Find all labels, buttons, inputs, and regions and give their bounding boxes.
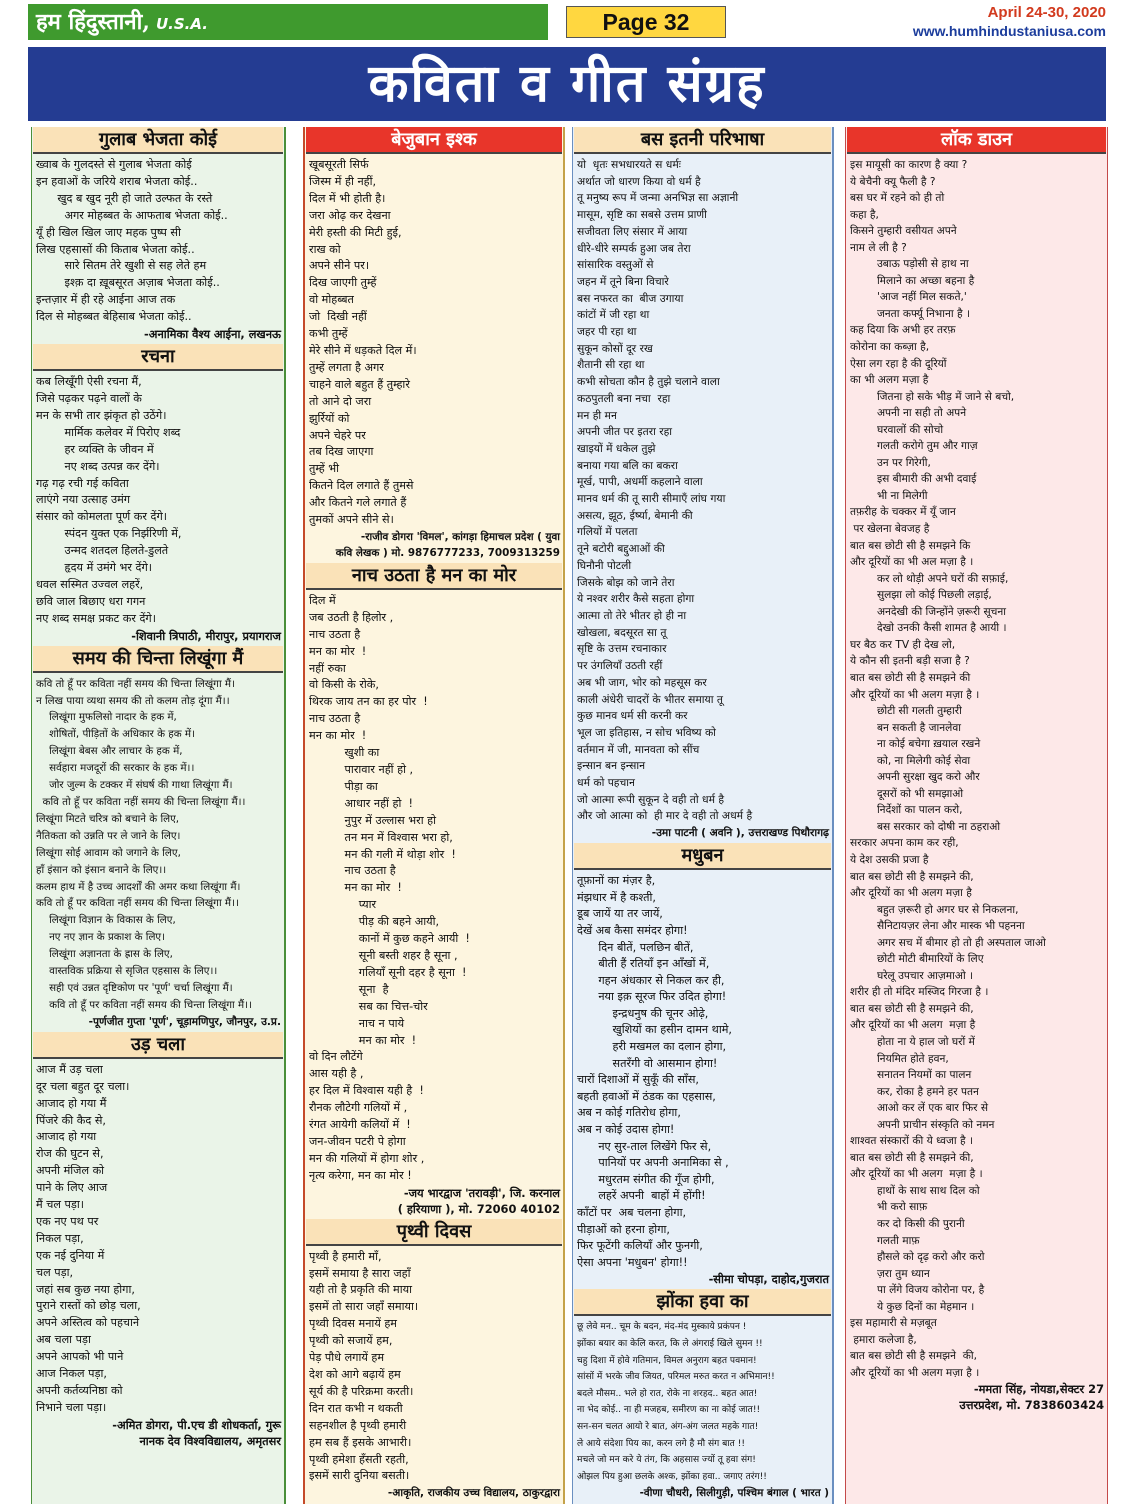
brand-bar — [28, 4, 548, 40]
column-1 — [31, 127, 286, 1504]
poem-title: उड़ चला — [33, 1032, 283, 1059]
poem-credit: -अनामिका वैश्य आईना, लखनऊ — [144, 327, 281, 342]
poem-credit: -पूर्णजीत गुप्ता 'पूर्ण', चूड़ामणिपुर, जौनपुर, उ.प्र. — [88, 1015, 281, 1028]
poem-title: पृथ्वी दिवस — [306, 1219, 562, 1246]
poem-credit: -वीणा चौधरी, सिलीगुड़ी, पश्चिम बंगाल ( भारत ) — [639, 1487, 829, 1500]
section-banner: कविता व गीत संग्रह — [28, 47, 1106, 121]
poem-credit: -राजीव डोगरा 'विमल', कांगड़ा हिमाचल प्रदेश ( युवा कवि लेखक ) मो. 9876777233, 7009313259 — [335, 530, 560, 559]
poem-text: कब लिखूँगी ऐसी रचना मैं, जिसे पढ़कर पढ़ने वालों के मन के सभी तार झंकृत हो उठेंगे। मार्मिक कलेवर में पिरोए शब्द हर व्यक्ति के जीवन में नए शब्द उत्पन्न कर देंगे। गढ़ गढ़ रची गई कविता लाएंगे नया उत्साह उमंग संसार को कोमलता पूर्ण कर देंगे। स्पंदन युक्त एक निर्झरिणी में, उन्मद शतदल हिलते-डुलते हृदय में उमंगे भर देंगे। धवल सस्मित उज्वल लहरें, छवि जाल बिछाए धरा गगन नए शब्द समक्ष प्रकट कर देंगे। — [36, 375, 182, 625]
poem-title: बस इतनी परिभाषा — [574, 127, 831, 154]
poem-text: छू लेवे मन.. चूम के बदन, मंद-मंद मुस्काये प्रकंपन ! झोंका बयार का केलि करत, कि ले अंगराई खिले सुमन !! चहु दिशा में होवे गतिमान, विमल अनुराग बहत पवमान! सांसों में भरके जीव जियत, परिमल मरुत करत न अभिमान!! बदले मौसम.. भले हो रात, रोके ना शरहद.. बहत आत! ना भेद कोई.. ना ही मजहब, समीरण का ना कोई जात!! सन-सन चलत आयो रे बात, अंग-अंग जलत महके गात! ले आये संदेशा पिय का, करन लगे है मौ संग बात !! मचले जो मन करे ये तंग, कि अहसास ज्यों तू हवा संग! ओझल पिय हुआ छलके अश्क, झोंका हवा.. जगाए तरंग!! — [577, 1322, 775, 1482]
column-3 — [572, 127, 834, 1504]
brand-suffix: U.S.A. — [155, 15, 208, 33]
poem-text: खूबसूरती सिर्फ जिस्म में ही नहीं, दिल में भी होती है। जरा ओढ़ कर देखना मेरी हस्ती की मिटी हुई, राख को अपने सीने पर। दिख जाएगी तुम्हें वो मोहब्बत जो दिखी नहीं कभी तुम्हें मेरे सीने में धड़कते दिल में। तुम्हें लगता है अगर चाहने वाले बहुत हैं तुम्हारे तो आने दो जरा झुर्रियों को अपने चेहरे पर तब दिख जाएगा तुम्हें भी कितने दिल लगाते हैं तुमसे और कितने गले लगाते हैं तुमकों अपने सीने से। — [309, 158, 417, 527]
poem-title: लॉक डाउन — [847, 127, 1106, 154]
poem-text: कवि तो हूँ पर कविता नहीं समय की चिन्ता लिखूंगा मैं। न लिख पाया व्यथा समय की तो कलम तोड़ दूंगा मैं।। लिखूंगा मुफलिसो नादार के हक में, शोषितों, पीड़ितों के अधिकार के हक में। लिखूंगा बेबस और लाचार के हक में, सर्वहारा मजदूरों की सरकार के हक में।। जोर जुल्म के टक्कर में संघर्ष की गाथा लिखूंगा मैं। कवि तो हूँ पर कविता नहीं समय की चिन्ता लिखूंगा मैं।। लिखूंगा मिटते चरित्र को बचाने के लिए, नैतिकता को उन्नति पर ले जाने के लिए। लिखूंगा सोई आवाम को जगाने के लिए, हाँ इंसान को इंसान बनाने के लिए।। कलम हाथ में है उच्च आदर्शों की अमर कथा लिखूंगा मैं। कवि तो हूँ पर कविता नहीं समय की चिन्ता लिखूंगा मैं।। लिखूंगा विज्ञान के विकास के लिए, नए नए ज्ञान के प्रकाश के लिए। लिखूंगा अज्ञानता के ह्रास के लिए, वास्तविक प्रक्रिया से सृजित एहसास के लिए।। सही एवं उन्नत दृष्टिकोण पर 'पूर्ण' चर्चा लिखूंगा मैं। कवि तो हूँ पर कविता नहीं समय की चिन्ता लिखूंगा मैं।। — [36, 677, 252, 1011]
column-2 — [303, 127, 565, 1504]
poem-title: मधुबन — [574, 843, 831, 870]
poem-credit: -जय भारद्वाज 'तरावड़ी', जि. करनाल ( हरियाणा ), मो. 72060 40102 — [397, 1185, 560, 1216]
poem-title: झोंका हवा का — [574, 1289, 831, 1316]
column-4 — [845, 127, 1108, 1504]
poem-credit: -अमित डोगरा, पी.एच डी शोधकर्ता, गुरू नानक देव विश्वविद्यालय, अमृतसर — [112, 1417, 281, 1448]
poem-text: पृथ्वी है हमारी माँ, इसमें समाया है सारा जहाँ यही तो है प्रकृति की माया इसमें तो सारा जहाँ समाया। पृथ्वी दिवस मनायें हम पृथ्वी को सजायें हम, पेड़ पौधे लगायें हम देश को आगे बढ़ायें हम सूर्य की है परिक्रमा करती। दिन रात कभी न थकती सहनशील है पृथ्वी हमारी हम सब हैं इसके आभारी। पृथ्वी हमेशा हँसती रहती, इसमें सारी दुनिया बसती। — [309, 1249, 419, 1483]
page-number: Page 32 — [566, 6, 726, 38]
poem-title: समय की चिन्ता लिखूंगा मैं — [33, 646, 283, 673]
website-link[interactable]: www.humhindustaniusa.com — [912, 23, 1106, 39]
poem-title: रचना — [33, 344, 283, 371]
poem-credit: -उमा पाटनी ( अवनि ), उत्तराखण्ड पिथौरागढ़ — [651, 827, 829, 840]
issue-date: April 24-30, 2020 — [987, 4, 1106, 21]
poem-credit: -ममता सिंह, नोयडा,सेक्टर 27 उत्तरप्रदेश, मो. 7838603424 — [959, 1382, 1104, 1413]
poem-title: बेजुबान इश्क — [306, 127, 562, 154]
poem-text: आज मैं उड़ चला दूर चला बहुत दूर चला। आजाद हो गया मैं पिंजरे की कैद से, आजाद हो गया रोज की घुटन से, अपनी मंजिल को पाने के लिए आज मैं चल पड़ा। एक नए पथ पर निकल पड़ा, एक नई दुनिया में चल पड़ा, जहां सब कुछ नया होगा, पुराने रास्तों को छोड़ चला, अपने अस्तित्व को पहचाने अब चला पड़ा अपने आपको भी पाने आज निकल पड़ा, अपनी कर्तव्यनिष्ठा को निभाने चला पड़ा। — [36, 1062, 141, 1414]
poem-text: इस मायूसी का कारण है क्या ? ये बेचैनी क्यू फैली है ? बस घर में रहने को ही तो कहा है, किसने तुम्हारी वसीयत अपने नाम ले ली है ? उबाऊ पड़ोसी से हाथ ना मिलाने का अच्छा बहना है 'आज नहीं मिल सकते,' जनता कर्फ्यू निभाना है । कह दिया कि अभी हर तरफ़ कोरोना का कब्ज़ा है, ऐसा लग रहा है की दूरियों का भी अलग मज़ा है जितना हो सके भीड़ में जाने से बचो, अपनी ना सही तो अपने घरवालों की सोचो गलती करोगे तुम और गाज़ उन पर गिरेगी, इस बीमारी की अभी दवाई भी ना मिलेगी तफ़रीह के चक्कर में यूँ जान पर खेलना बेवजह है बात बस छोटी सी है समझने कि और दूरियों का भी अल मज़ा है । कर लो थोड़ी अपने घरों की सफ़ाई, सुलझा लो कोई पिछली लड़ाई, अनदेखी की जिन्होंने ज़रूरी सूचना देखो उनकी कैसी शामत है आयी । घर बैठ कर TV ही देख लो, ये कौन सी इतनी बड़ी सजा है ? बात बस छोटी सी है समझने की और दूरियों का भी अलग मज़ा है । छोटी सी गलती तुम्हारी बन सकती है जानलेवा ना कोई बचेगा ख़याल रखने को, ना मिलेगी कोई सेवा अपनी सुरक्षा खुद करो और दूसरों को भी समझाओ निर्देशों का पालन करो, बस सरकार को दोषी ना ठहराओ सरकार अपना काम कर रही, ये देश उसकी प्रजा है बात बस छोटी सी है समझने की, और दूरियों का भी अलग मज़ा है बहुत ज़रूरी हो अगर घर से निकलना, सैनिटायज़र लेना और मास्क भी पहनना अगर सच में बीमार हो तो ही अस्पताल जाओ छोटी मोटी बीमारियों के लिए घरेलू उपचार आज़माओ । शरीर ही तो मंदिर मस्जिद गिरजा है । बात बस छोटी सी है समझने की, और दूरियों का भी अलग मज़ा है होता ना ये हाल जो घरों में नियमित होते हवन, सनातन नियमों का पालन कर, रोका है हमने हर पतन आओ कर लें एक बार फिर से अपनी प्राचीन संस्कृति को नमन शाश्वत संस्कारों की ये ध्वजा है । बात बस छोटी सी है समझने की, और दूरियों का भी अलग मज़ा है । हाथों के साथ साथ दिल को भी करो साफ़ कर दो किसी की पुरानी गलती माफ़ हौसले को दृढ़ करो और करो ज़रा तुम ध्यान पा लेंगे विजय कोरोना पर, है ये कुछ दिनों का मेहमान । इस महामारी से मज़बूत हमारा कलेजा है, बात बस छोटी सी है समझने की, और दूरियों का भी अलग मज़ा है । — [850, 159, 1046, 1379]
poem-title: गुलाब भेजता कोई — [33, 127, 283, 154]
poem-text: तूफ़ानों का मंज़र है, मंझधार में है कश्ती, डूब जायें या तर जायें, देखें अब कैसा समंदर होगा! दिन बीतें, पलछिन बीतें, बीती हैं रतियाँ इन आँखों में, गहन अंधकार से निकल कर ही, नया इक़ सूरज फिर उदित होगा! इन्द्रधनुष की चूनर ओढ़े, खुशियों का हसीन दामन थामे, हरी मखमल का दलान होगा, सतरँगी वो आसमान होगा! चारों दिशाओं में सुकूँ की साँस, बहती हवाओं में ठंडक का एहसास, अब न कोई गतिरोध होगा, अब न कोई उदास होगा! नए सुर-ताल लिखेंगे फिर से, पानियों पर अपनी अनामिका से , मधुरतम संगीत की गूँज होगी, लहरें अपनी बाहों में होंगी! काँटों पर अब चलना होगा, पीड़ाओं को हरना होगा, फिर फूटेंगी कलियाँ और फुनगी, ऐसा अपना 'मधुबन' होगा!! — [577, 874, 732, 1269]
poem-credit: -शिवानी त्रिपाठी, मीरापुर, प्रयागराज — [131, 628, 281, 643]
brand-name: हम हिंदुस्तानी, — [36, 9, 150, 35]
poem-text: यो धृतः सभधारयते स धर्मः अर्थात जो धारण किया वो धर्म है तू मनुष्य रूप में जन्मा अनभिज्ञ सा अज्ञानी मासूम, सृष्टि का सबसे उत्तम प्राणी सजीवता लिए संसार में आया धीरे-धीरे सम्पर्क हुआ जब तेरा सांसारिक वस्तुओं से जहन में तूने बिना विचारे बस नफरत का बीज उगाया कांटों में जी रहा था जहर पी रहा था सुकून कोसों दूर रख शैतानी सी रहा था कभी सोचता कौन है तुझे चलाने वाला कठपुतली बना नचा रहा मन ही मन अपनी जीत पर इतरा रहा खाइयों में धकेल तुझे बनाया गया बलि का बकरा मूर्ख, पापी, अधर्मी कहलाने वाला मानव धर्म की तू सारी सीमाएँ लांघ गया असत्य, झूठ, ईर्ष्या, बेमानी की गलियों में पलता तूने बटोरी बद्दुआओं की घिनौनी पोटली जिसके बोझ को जाने तेरा ये नश्वर शरीर कैसे सहता होगा आत्मा तो तेरे भीतर हो ही ना खोखला, बदसूरत सा तू सृष्टि के उत्तम रचनाकार पर उंगलियाँ उठती रहीं अब भी जाग, भोर को महसूस कर काली अंधेरी चादरों के भीतर समाया तू कुछ मानव धर्म सी करनी कर भूल जा इतिहास, न सोच भविष्य को वर्तमान में जी, मानवता को सींच इन्सान बन इन्सान धर्म को पहचान जो आत्मा रूपी सुकून दे वही तो धर्म है और जो आत्मा को ही मार दे वही तो अधर्म है — [577, 158, 753, 823]
poem-text: दिल में जब उठती है हिलोर , नाच उठता है मन का मोर ! नहीं रुका वो किसी के रोके, थिरक जाय तन का हर पोर ! नाच उठता है मन का मोर ! खुशी का पारावार नहीं हो , पीड़ा का आधार नहीं हो ! नुपुर में उल्लास भरा हो तन मन में विश्वास भरा हो, मन की गली में थोड़ा शोर ! नाच उठता है मन का मोर ! प्यार पीड़ की बहने आयी, कानों में कुछ कहने आयी ! सूनी बस्ती शहर है सूना , गलियाँ सूनी दहर है सूना ! सूना है सब का चित्त-चोर नाच न पाये मन का मोर ! वो दिन लौटेंगे आस यही है , हर दिल में विश्वास यही है ! रौनक लौटेगी गलियों में , रंगत आयेगी कलियों में ! जन-जीवन पटरी पे होगा मन की गलियों में होगा शोर , नृत्य करेगा, मन का मोर ! — [309, 593, 470, 1182]
poem-title: नाच उठता है मन का मोर — [306, 563, 562, 590]
poem-text: ख्वाब के गुलदस्ते से गुलाब भेजता कोई इन हवाओं के जरिये शराब भेजता कोई.. खुद ब खुद नूरी हो जाते उल्फत के रस्ते अगर मोहब्बत के आफताब भेजता कोई.. यूँ ही खिल खिल जाए महक पुष्प सी लिख एहसासों की किताब भेजता कोई.. सारे सितम तेरे खुशी से सह लेते हम इश्क़ दा ख़ूबसूरत अज़ाब भेजता कोई.. इन्तज़ार में ही रहे आईना आज तक दिल से मोहब्बत बेहिसाब भेजता कोई.. — [36, 158, 228, 324]
poem-credit: -आकृति, राजकीय उच्च विद्यालय, ठाकुरद्वारा — [387, 1487, 560, 1500]
masthead-info — [876, 4, 1106, 40]
masthead — [28, 4, 1106, 40]
poem-credit: -सीमा चोपड़ा, दाहोद,गुजरात — [708, 1272, 829, 1287]
